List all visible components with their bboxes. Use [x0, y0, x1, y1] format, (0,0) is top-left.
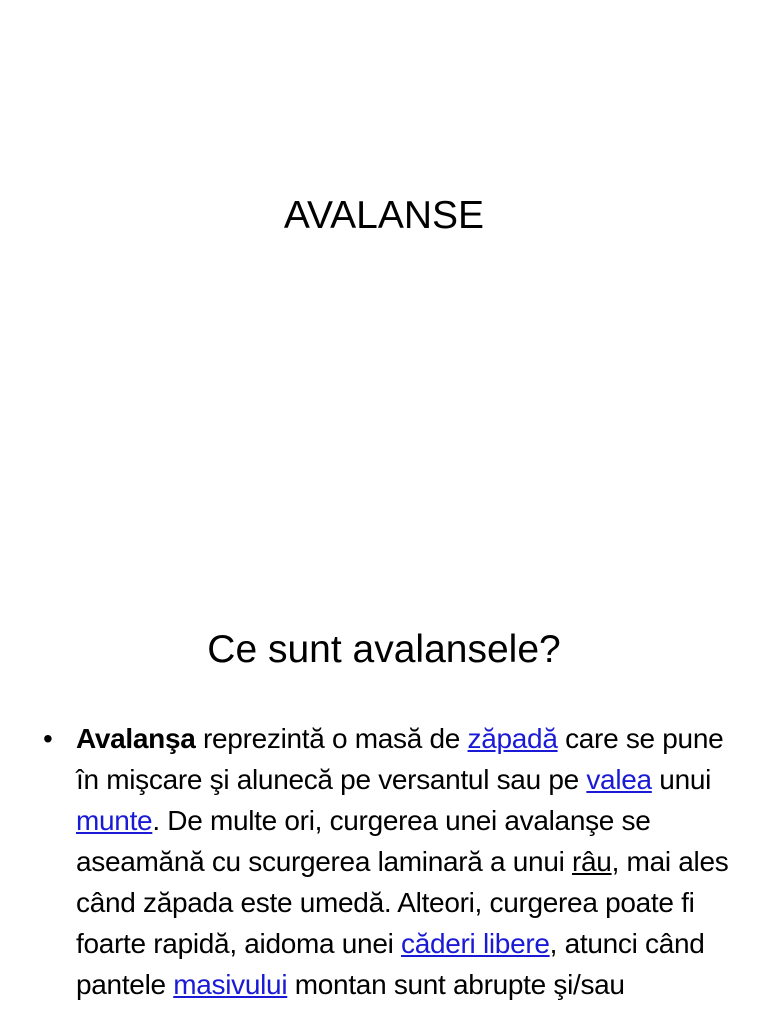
- link-zapada[interactable]: zăpadă: [467, 723, 558, 754]
- link-masivului[interactable]: masivului: [173, 969, 288, 1000]
- link-caderi-libere[interactable]: căderi libere: [401, 928, 550, 959]
- slide-2-title: Ce sunt avalansele?: [207, 628, 561, 671]
- text-segment: , mai ales când zăpada este umedă. Alteori, curgerea poate fi foarte rapidă, aidoma unei: [76, 846, 729, 959]
- bullet-icon: •: [43, 723, 53, 754]
- link-valea[interactable]: valea: [586, 764, 652, 795]
- slide-2: [0, 576, 768, 1024]
- underlined-rau: râu: [572, 846, 612, 877]
- text-segment: care se pune în mişcare şi alunecă pe versantul sau pe: [76, 723, 724, 795]
- slide-1-title: AVALANSE: [283, 194, 485, 237]
- link-munte[interactable]: munte: [76, 805, 153, 836]
- bold-term: Avalanşa: [76, 723, 196, 754]
- text-segment: montan sunt abrupte şi/sau: [287, 969, 625, 1000]
- slide-2-body: [43, 718, 733, 1005]
- text-segment: . De multe ori, curgerea unei avalanşe se aseamănă cu scurgerea laminară a unui: [76, 805, 651, 877]
- text-segment: , atunci când pantele: [76, 928, 705, 1000]
- text-segment: reprezintă o masă de: [195, 723, 468, 754]
- text-segment: unui: [651, 764, 712, 795]
- bullet-item: [43, 718, 733, 1005]
